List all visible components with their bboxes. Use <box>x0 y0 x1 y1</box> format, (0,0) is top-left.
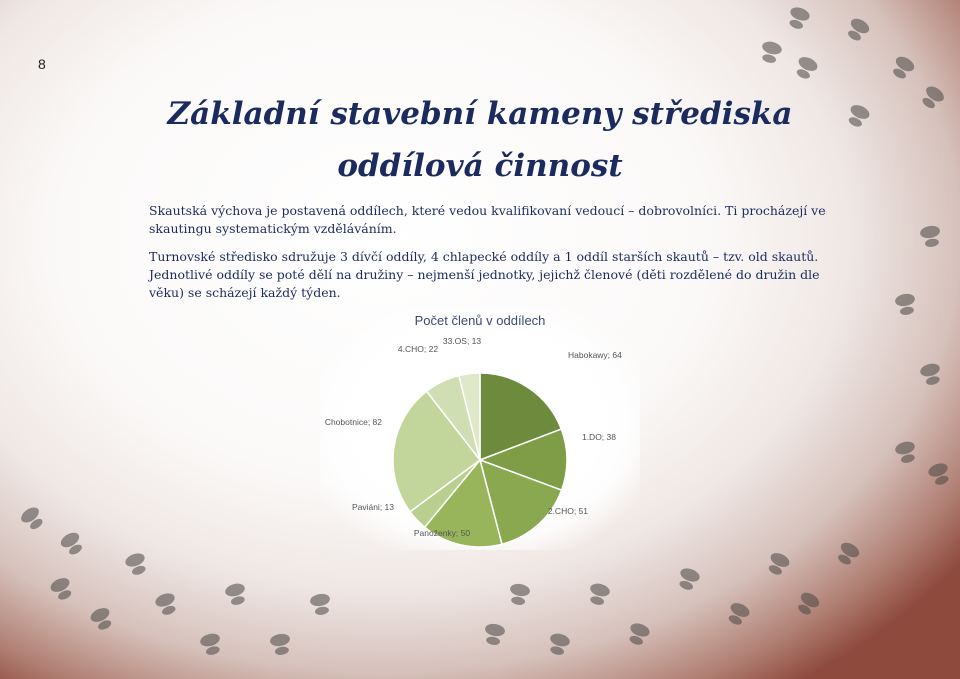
title-line-1: Základní stavební kameny střediska <box>167 96 793 132</box>
body-text <box>149 202 829 312</box>
paragraph-2: Turnovské středisko sdružuje 3 dívčí oddíly, 4 chlapecké oddíly a 1 oddíl starších skautů – tzv. old skautů. Jednotlivé oddíly se poté dělí na družiny – nejmenší jednotky, jejichž členové (děti rozdělené do družin dle věku) se scházejí každý týden. <box>149 249 820 300</box>
slice-label: Chobotnice; 82 <box>324 417 382 427</box>
paragraph-1: Skautská výchova je postavená oddílech, které vedou kvalifikovaní vedoucí – dobrovolníci. Ti procházejí ve skautingu systematickým vzděláváním. <box>149 203 826 236</box>
slice-label: Habokawy; 64 <box>568 350 622 360</box>
pie-chart-svg <box>320 308 640 550</box>
slice-label: 2.CHO; 51 <box>547 506 588 516</box>
slice-label: 1.DO; 38 <box>581 432 616 442</box>
pie-chart <box>320 308 640 550</box>
title-line-2: oddílová činnost <box>337 148 623 184</box>
page-number: 8 <box>38 56 46 72</box>
chart-title: Počet členů v oddílech <box>414 313 546 328</box>
slice-label: 4.CHO; 22 <box>397 344 439 354</box>
slice-label: Paviáni; 13 <box>351 502 394 512</box>
slice-label: Panoženky; 50 <box>413 528 471 538</box>
slice-label: 33.OS; 13 <box>442 336 482 346</box>
page-title <box>0 88 960 192</box>
